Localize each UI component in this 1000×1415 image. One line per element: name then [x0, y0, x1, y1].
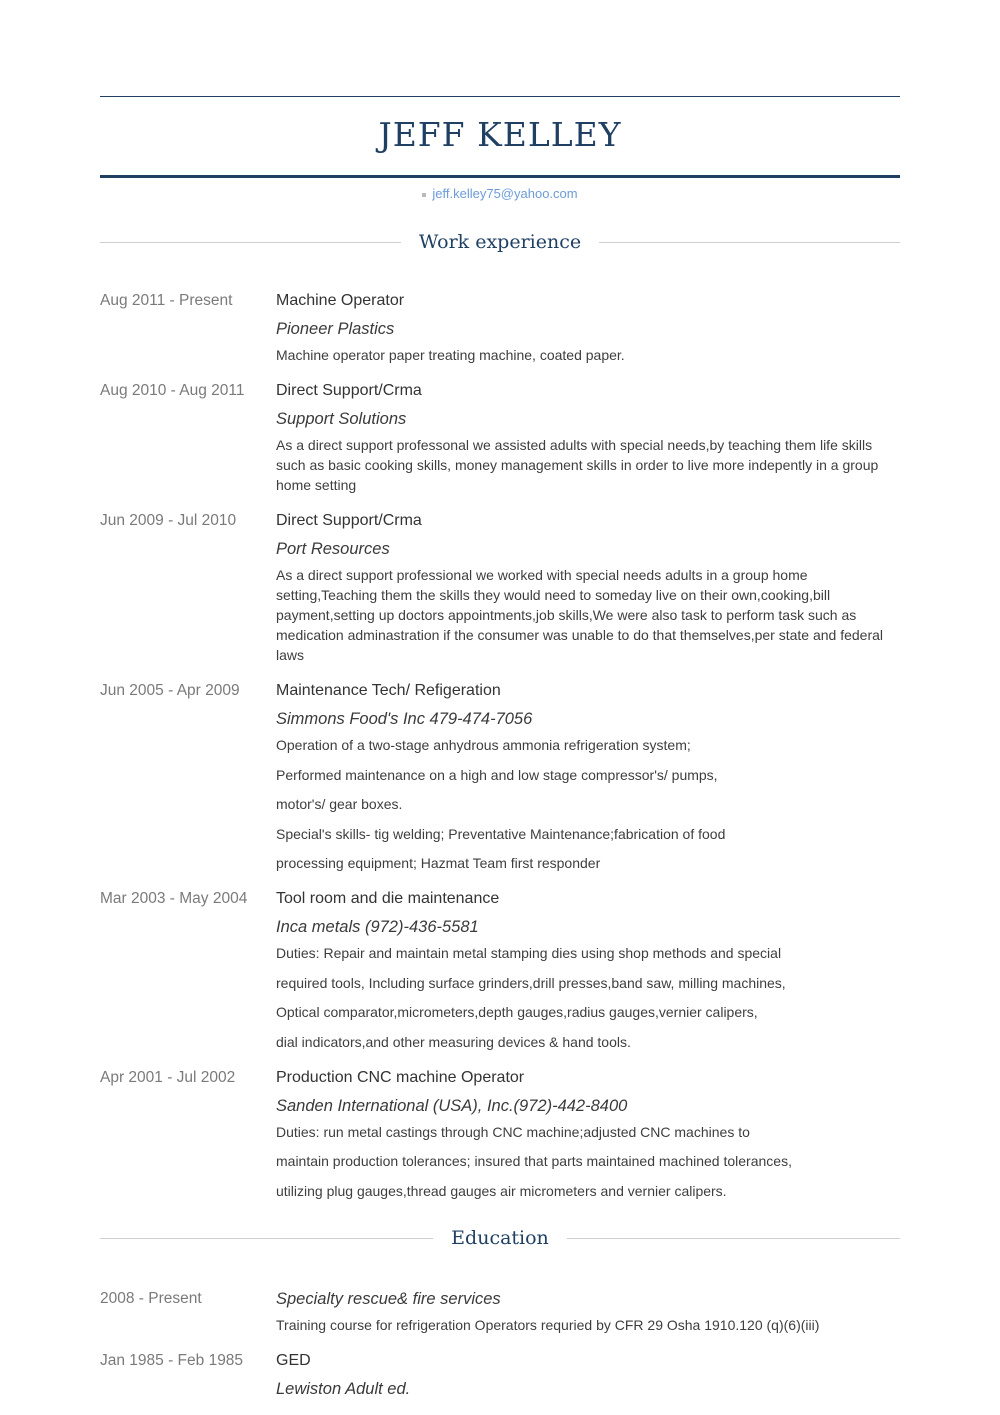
entry-body [276, 377, 900, 495]
entry-body [276, 1064, 900, 1201]
job-title: Production CNC machine Operator [276, 1068, 525, 1086]
degree: GED [276, 1351, 311, 1369]
education-heading [100, 1223, 900, 1253]
description-line: Performed maintenance on a high and low stage compressor's/ pumps, [276, 766, 718, 783]
entry-description [276, 1122, 900, 1201]
entry-body [276, 677, 900, 873]
description-line: Duties: Repair and maintain metal stamping dies using shop methods and special [276, 945, 782, 961]
work-entry [100, 885, 900, 1052]
job-title: Machine Operator [276, 292, 405, 309]
work-entry [100, 287, 900, 365]
company-name: Support Solutions [276, 410, 407, 428]
description-line: As a direct support professional we worked with special needs adults in a group home setting,Teaching them the skills they would need to someday live on their own,cooking,bill payment,setting up doctors appointments,job skills,We were also task to perform task such as medication adminastration if the consumer was unable to do that themselves,per state and federal laws [276, 567, 884, 663]
section-title: Education [433, 1223, 567, 1253]
entry-description [276, 345, 900, 365]
job-title: Tool room and die maintenance [276, 890, 500, 907]
company-name: Inca metals (972)-436-5581 [276, 918, 479, 936]
description-line: As a direct support professonal we assisted adults with special needs,by teaching them life skills such as basic cooking skills, money management skills in order to live more indepently in a group home setting [276, 437, 879, 493]
email-link[interactable]: jeff.kelley75@yahoo.com [432, 186, 578, 201]
company-name: Pioneer Plastics [276, 320, 395, 338]
candidate-name: JEFF KELLEY [378, 115, 622, 154]
description-line: processing equipment; Hazmat Team first responder [276, 855, 601, 871]
entry-body [276, 287, 900, 365]
work-entry [100, 1064, 900, 1201]
work-entry [100, 507, 900, 665]
description-line: maintain production tolerances; insured that parts maintained machined tolerances, [276, 1153, 792, 1169]
description-line: utilizing plug gauges,thread gauges air micrometers and vernier calipers. [276, 1182, 727, 1199]
section-title: Work experience [401, 227, 599, 257]
description-line: dial indicators,and other measuring devices & hand tools. [276, 1033, 631, 1050]
entry-description [276, 943, 900, 1052]
description-line: Training course for refrigeration Operators requried by CFR 29 Osha 1910.120 (q)(6)(iii) [276, 1316, 820, 1333]
job-title: Maintenance Tech/ Refigeration [276, 682, 501, 699]
entry-date: Mar 2003 - May 2004 [100, 890, 248, 907]
entry-description [276, 1315, 900, 1335]
entry-body [276, 885, 900, 1052]
contact-line [100, 185, 900, 205]
entry-date: Aug 2011 - Present [100, 292, 233, 309]
header-top-rule [100, 96, 900, 97]
education-list [100, 1285, 900, 1403]
entry-body [276, 507, 900, 665]
work-experience-heading [100, 227, 900, 257]
entry-body [276, 1285, 900, 1335]
description-line: Optical comparator,micrometers,depth gauges,radius gauges,vernier calipers, [276, 1004, 758, 1020]
work-entry [100, 677, 900, 873]
entry-date: Jun 2009 - Jul 2010 [100, 512, 237, 529]
entry-body [276, 1347, 900, 1403]
description-line: Duties: run metal castings through CNC machine;adjusted CNC machines to [276, 1123, 750, 1140]
entry-description [276, 435, 900, 495]
entry-description [276, 565, 900, 665]
description-line: Special's skills- tig welding; Preventative Maintenance;fabrication of food [276, 825, 726, 842]
company-name: Simmons Food's Inc 479-474-7056 [276, 710, 533, 728]
description-line: required tools, Including surface grinders,drill presses,band saw, milling machines, [276, 974, 786, 991]
work-entry [100, 377, 900, 495]
entry-date: Aug 2010 - Aug 2011 [100, 382, 245, 399]
company-name: Port Resources [276, 540, 390, 558]
entry-description [276, 735, 900, 873]
education-entry [100, 1347, 900, 1403]
work-experience-list [100, 287, 900, 1201]
entry-date: Jan 1985 - Feb 1985 [100, 1351, 244, 1369]
education-entry [100, 1285, 900, 1335]
description-line: Machine operator paper treating machine, coated paper. [276, 347, 625, 363]
institution-name: Specialty rescue& fire services [276, 1289, 501, 1308]
bullet-icon [422, 193, 426, 197]
institution-name: Lewiston Adult ed. [276, 1379, 411, 1398]
description-line: Operation of a two-stage anhydrous ammonia refrigeration system; [276, 737, 691, 753]
entry-date: Apr 2001 - Jul 2002 [100, 1068, 236, 1086]
job-title: Direct Support/Crma [276, 382, 422, 399]
company-name: Sanden International (USA), Inc.(972)-442-8400 [276, 1096, 628, 1115]
entry-date: Jun 2005 - Apr 2009 [100, 682, 240, 699]
description-line: motor's/ gear boxes. [276, 796, 403, 812]
entry-date: 2008 - Present [100, 1289, 202, 1307]
resume-page [100, 96, 900, 1415]
job-title: Direct Support/Crma [276, 512, 422, 529]
header-bottom-rule [100, 175, 900, 178]
